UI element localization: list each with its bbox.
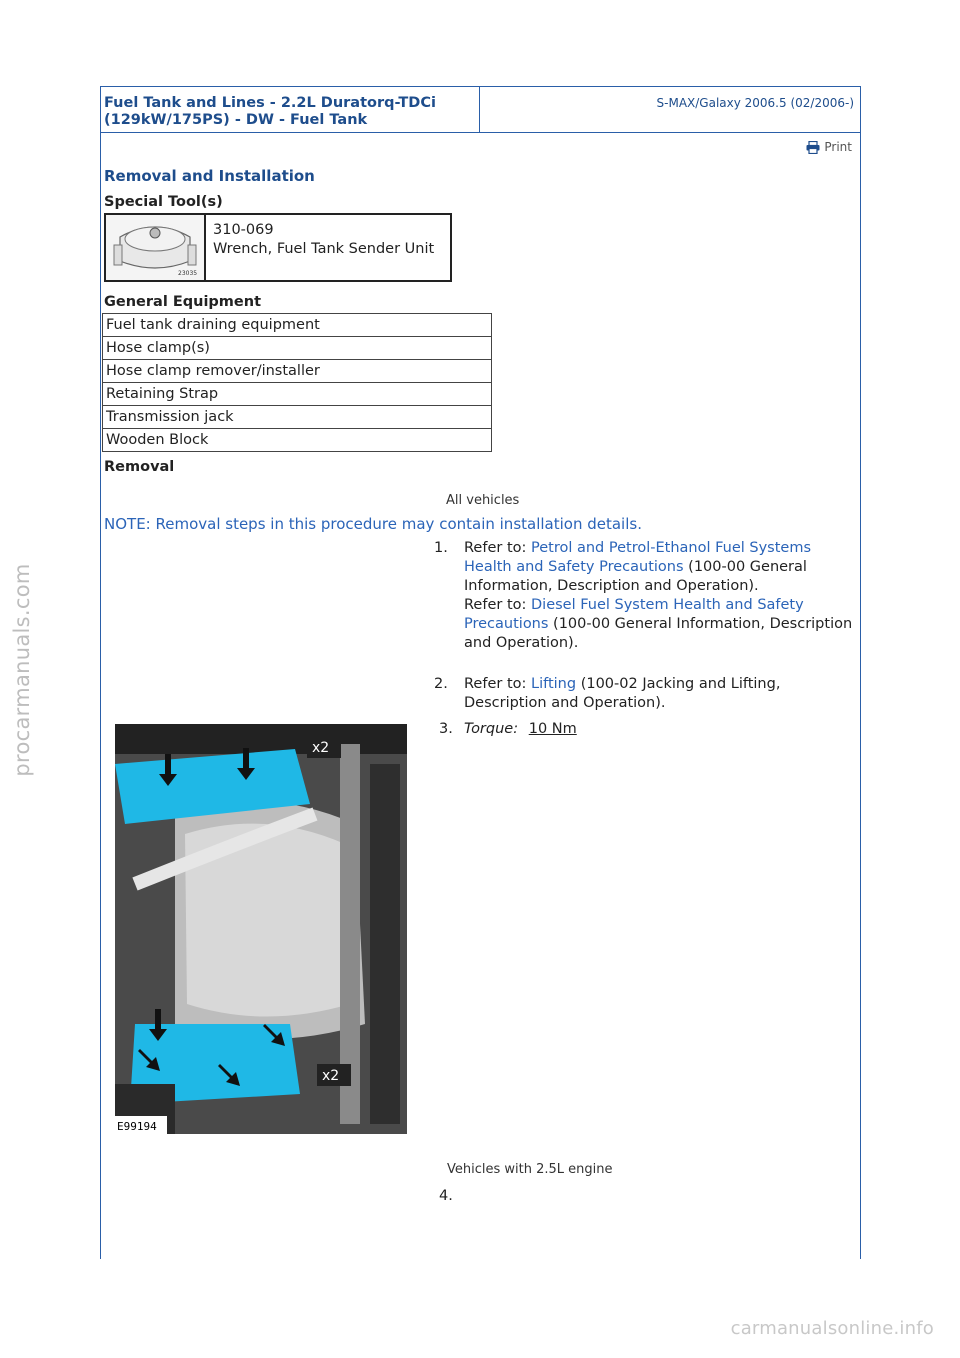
footer-watermark: carmanualsonline.info (730, 1318, 934, 1339)
table-row (103, 337, 492, 360)
step-3-figure (115, 724, 407, 1134)
torque-value: 10 Nm (528, 721, 577, 737)
document-header (101, 87, 860, 133)
equipment-item: Hose clamp(s) (103, 337, 492, 360)
equipment-item: Retaining Strap (103, 383, 492, 406)
torque-label: Torque: (464, 721, 519, 737)
table-row (103, 360, 492, 383)
table-row (103, 406, 492, 429)
tool-illustration (106, 215, 206, 280)
refer-label: Refer to: (464, 540, 527, 556)
equipment-item: Hose clamp remover/installer (103, 360, 492, 383)
link-diesel-health-safety[interactable]: Diesel Fuel System Health and Safety Precautions (464, 597, 804, 632)
wrench-tool-image (106, 215, 204, 280)
equipment-item: Transmission jack (103, 406, 492, 429)
link-lifting[interactable]: Lifting (531, 676, 577, 692)
link-petrol-health-safety[interactable]: Petrol and Petrol-Ethanol Fuel Systems Health and Safety Precautions (464, 540, 812, 575)
printer-icon (806, 141, 820, 154)
reference-detail: (100-00 General Information, Description and Operation). (464, 616, 853, 651)
tool-description (213, 221, 434, 259)
document-frame (100, 86, 861, 1259)
print-button[interactable] (806, 140, 852, 154)
figure-code: E99194 (117, 1120, 157, 1133)
side-watermark: procarmanuals.com (10, 563, 34, 777)
special-tools-heading: Special Tool(s) (104, 194, 223, 210)
tool-number: 310-069 (213, 222, 274, 238)
vehicle-label: S-MAX/Galaxy 2006.5 (02/2006-) (656, 96, 854, 110)
step-number: 2. (434, 676, 448, 692)
header-divider (479, 87, 480, 132)
callout-x2-top: x2 (312, 740, 330, 756)
reference-detail: (100-00 General Information, Description and Operation). (464, 559, 807, 594)
tool-name: Wrench, Fuel Tank Sender Unit (213, 241, 435, 257)
page-title: Fuel Tank and Lines - 2.2L Duratorq-TDCi (129kW/175PS) - DW - Fuel Tank (104, 95, 436, 128)
refer-label: Refer to: (464, 597, 527, 613)
reference-detail: (100-02 Jacking and Lifting, Description and Operation). (464, 676, 781, 711)
equipment-item: Fuel tank draining equipment (103, 314, 492, 337)
tool-image-code: 23035 (178, 270, 198, 277)
table-row (103, 383, 492, 406)
table-row (103, 314, 492, 337)
subhead-all-vehicles: All vehicles (446, 493, 520, 508)
note-text: NOTE: Removal steps in this procedure may contain installation details. (104, 515, 642, 533)
general-equipment-heading: General Equipment (104, 294, 262, 310)
subhead-2-5l-engine: Vehicles with 2.5L engine (447, 1162, 613, 1177)
fuel-tank-shield-illustration (115, 724, 407, 1134)
step-4 (439, 1187, 453, 1206)
callout-x2-bottom: x2 (322, 1068, 340, 1084)
table-row (103, 429, 492, 452)
step-number: 3. (439, 721, 453, 737)
step-number: 1. (434, 540, 448, 556)
equipment-item: Wooden Block (103, 429, 492, 452)
section-title: Removal and Installation (104, 167, 315, 185)
print-label: Print (824, 140, 852, 154)
general-equipment-table (102, 313, 492, 452)
refer-label: Refer to: (464, 676, 527, 692)
step-number: 4. (439, 1188, 453, 1204)
removal-heading: Removal (104, 459, 175, 475)
special-tools-table (104, 213, 452, 282)
